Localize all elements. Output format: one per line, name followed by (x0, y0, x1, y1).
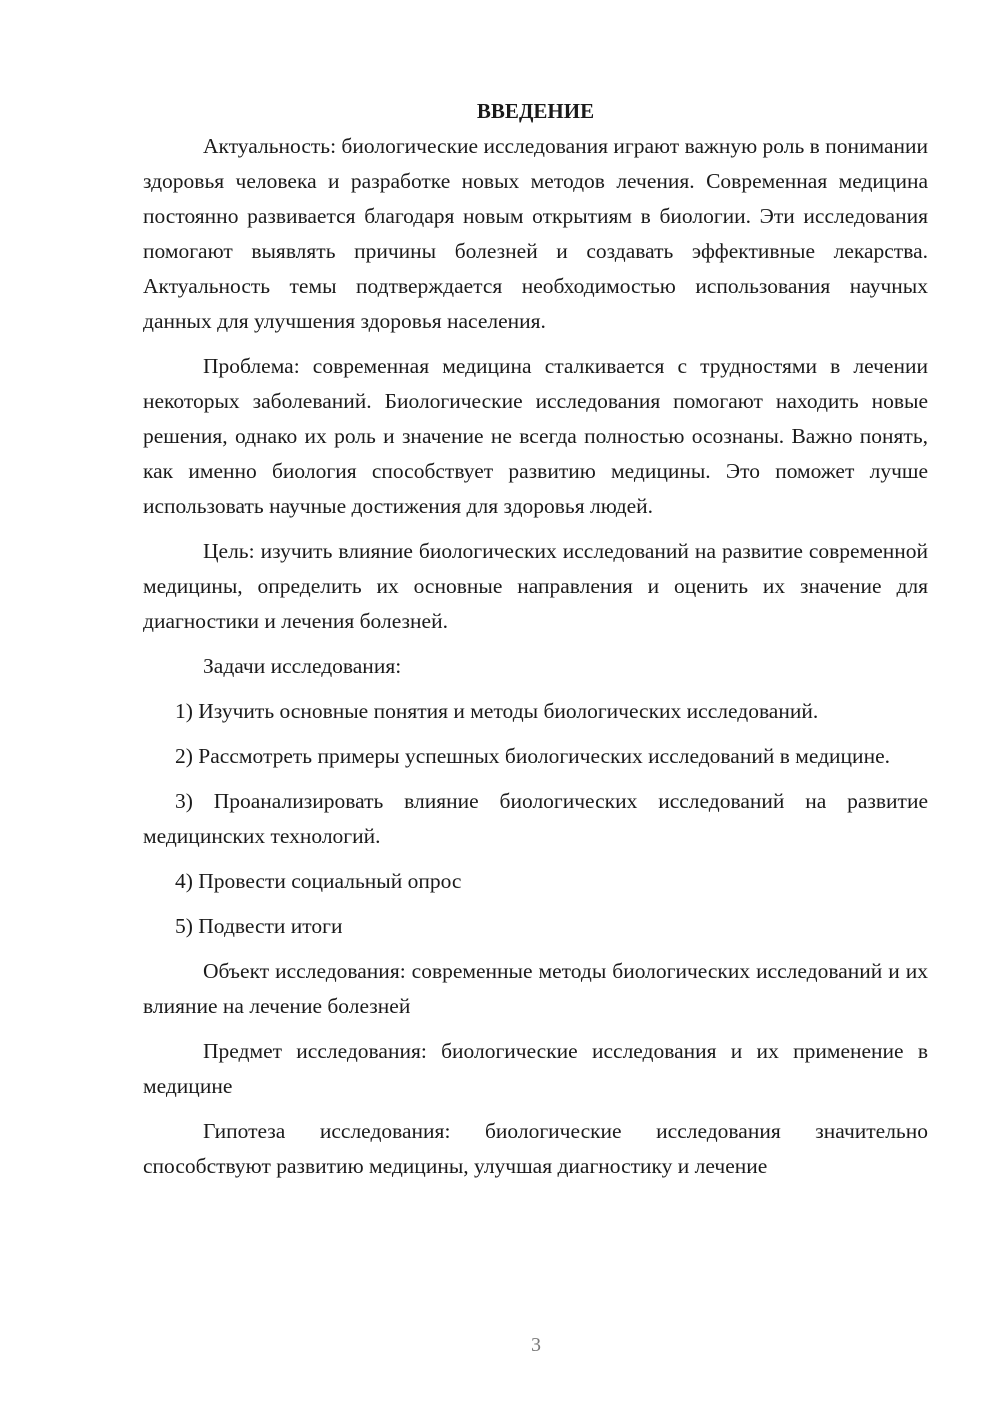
subject-paragraph: Предмет исследования: биологические исследования и их применение в медицине (143, 1039, 928, 1098)
page-body (143, 94, 928, 1184)
task-item-2: 2) Рассмотреть примеры успешных биологических исследований в медицине. (175, 744, 890, 768)
tasks-title: Задачи исследования: (203, 654, 402, 678)
task-item-5: 5) Подвести итоги (175, 914, 343, 938)
page-number: 3 (531, 1334, 541, 1356)
problem-paragraph: Проблема: современная медицина сталкивается с трудностями в лечении некоторых заболеваний. Биологические исследования помогают находить новые решения, однако их роль и значение не всегда полностью осознаны. Важно понять, как именно биология способствует развитию медицины. Это поможет лучше использовать научные достижения для здоровья людей. (143, 354, 928, 518)
object-paragraph: Объект исследования: современные методы биологических исследований и их влияние на лечение болезней (143, 959, 928, 1018)
task-item-3: 3) Проанализировать влияние биологических исследований на развитие медицинских технологий. (143, 789, 928, 848)
section-heading: ВВЕДЕНИЕ (476, 99, 595, 123)
task-item-4: 4) Провести социальный опрос (175, 869, 462, 893)
task-item-1: 1) Изучить основные понятия и методы биологических исследований. (175, 699, 819, 723)
relevance-paragraph: Актуальность: биологические исследования играют важную роль в понимании здоровья человека и разработке новых методов лечения. Современная медицина постоянно развивается благодаря новым открытиям в биологии. Эти исследования помогают выявлять причины болезней и создавать эффективные лекарства. Актуальность темы подтверждается необходимостью использования научных данных для улучшения здоровья населения. (143, 134, 928, 333)
goal-paragraph: Цель: изучить влияние биологических исследований на развитие современной медицины, определить их основные направления и оценить их значение для диагностики и лечения болезней. (143, 539, 928, 633)
hypothesis-paragraph: Гипотеза исследования: биологические исследования значительно способствуют развитию медицины, улучшая диагностику и лечение (143, 1119, 928, 1178)
